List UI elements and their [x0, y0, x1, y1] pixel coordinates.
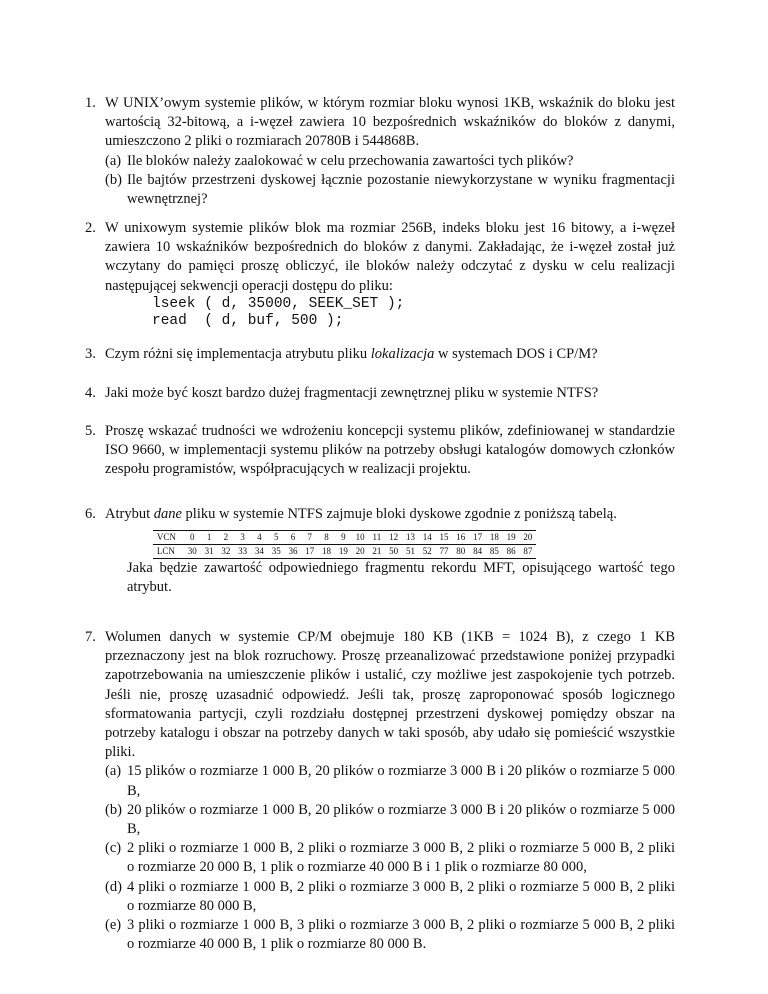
vcn-cell: 8 [318, 531, 335, 545]
lcn-cell: 77 [436, 545, 453, 559]
question-number: 7. [85, 629, 96, 645]
vcn-cell: 15 [436, 531, 453, 545]
vcn-cell: 4 [251, 531, 268, 545]
vcn-cell: 17 [469, 531, 486, 545]
case-text: 20 plików o rozmiarze 1 000 B, 20 plików o rozmiarze 3 000 B i 20 plików o rozmiarze 5 000 B, [127, 801, 675, 838]
question-2 [85, 219, 675, 331]
question-3 [85, 345, 675, 364]
subquestion-b [105, 171, 675, 209]
vcn-cell: 16 [452, 531, 469, 545]
text-fragment: w systemach DOS i CP/M? [434, 346, 598, 362]
lcn-cell: 34 [251, 545, 268, 559]
vcn-cell: 12 [385, 531, 402, 545]
code-line-lseek: lseek ( d, 35000, SEEK_SET ); [152, 295, 405, 312]
question-number: 6. [85, 506, 96, 522]
lcn-cell: 17 [301, 545, 318, 559]
case-list [105, 762, 675, 954]
case-text: 15 plików o rozmiarze 1 000 B, 20 plików o rozmiarze 3 000 B i 20 plików o rozmiarze 5 000 B, [127, 763, 675, 799]
subquestion-label: (a) [105, 152, 122, 169]
vcn-cell: 14 [419, 531, 436, 545]
vcn-cell: 5 [268, 531, 285, 545]
lcn-cell: 36 [285, 545, 302, 559]
lcn-row [153, 545, 536, 559]
question-number: 1. [85, 95, 96, 111]
vcn-row [153, 531, 536, 545]
subquestion-text: Ile bloków należy zaalokować w celu przechowania zawartości tych plików? [127, 152, 574, 169]
vcn-cell: 0 [184, 531, 201, 545]
case-label: (a) [105, 763, 122, 780]
vcn-cell: 3 [234, 531, 251, 545]
vcn-cell: 18 [486, 531, 503, 545]
question-text: W unixowym systemie plików blok ma rozmiar 256B, indeks bloku jest 16 bitowy, a i-węzeł zawiera 10 wskaźników bezpośrednich do bloków z danymi. Zakładając, że i-węzeł został już wczytany do pamięci proszę obliczyć, ile bloków należy odczytać z dysku w celu realizacji następującej sekwencji operacji dostępu do pliku: [105, 220, 675, 294]
text-fragment: Atrybut [105, 506, 154, 522]
case-item [105, 878, 675, 916]
question-number: 3. [85, 346, 96, 362]
case-item [105, 762, 675, 800]
question-text: Jaki może być koszt bardzo dużej fragmentacji zewnętrznej pliku w systemie NTFS? [105, 385, 599, 401]
vcn-cell: 1 [201, 531, 218, 545]
case-text: 3 pliki o rozmiarze 1 000 B, 3 pliki o rozmiarze 3 000 B, 2 pliki o rozmiarze 5 000 B, 2 pliki o rozmiarze 40 000 B, 1 plik o rozmiarze 80 000 B. [127, 917, 675, 953]
case-label: (e) [105, 917, 122, 934]
lcn-cell: 33 [234, 545, 251, 559]
case-label: (b) [105, 801, 122, 818]
vcn-cell: 13 [402, 531, 419, 545]
lcn-cell: 51 [402, 545, 419, 559]
question-5 [85, 422, 675, 480]
lcn-cell: 50 [385, 545, 402, 559]
question-text: Wolumen danych w systemie CP/M obejmuje 180 KB (1KB = 1024 B), z czego 1 KB przeznaczony jest na blok rozruchowy. Proszę przeanalizować przedstawione poniżej przypadki zapotrzebowania na umieszczenie plików i ustalić, czy możliwe jest zaspokojenie tych potrzeb. Jeśli nie, proszę uzasadnić odpowiedź. Jeśli tak, proszę zaproponować sposób logicznego sformatowania partycji, czyli rozdziału dostępnej przestrzeni dyskowej pomiędzy obszar na potrzeby katalogu i obszar na potrzeby danych w taki sposób, aby udało się pomieścić wszystkie pliki. [105, 629, 675, 761]
lcn-cell: 80 [452, 545, 469, 559]
question-4 [85, 384, 675, 403]
case-item [105, 801, 675, 839]
vcn-cell: 7 [301, 531, 318, 545]
case-item [105, 839, 675, 877]
text-fragment: pliku w systemie NTFS zajmuje bloki dyskowe zgodnie z poniższą tabelą. [181, 506, 617, 522]
lcn-cell: 21 [369, 545, 386, 559]
case-text: 4 pliki o rozmiarze 1 000 B, 2 pliki o rozmiarze 3 000 B, 2 pliki o rozmiarze 5 000 B, 2 pliki o rozmiarze 80 000 B, [127, 878, 675, 914]
text-fragment: Czym różni się implementacja atrybutu pliku [105, 346, 371, 362]
emphasized-term: lokalizacja [370, 346, 435, 362]
question-7 [85, 628, 675, 954]
case-item [105, 916, 675, 954]
lcn-cell: 35 [268, 545, 285, 559]
question-number: 5. [85, 423, 96, 439]
vcn-cell: 10 [352, 531, 369, 545]
lcn-cell: 30 [184, 545, 201, 559]
vcn-cell: 2 [217, 531, 234, 545]
question-text: Proszę wskazać trudności we wdrożeniu koncepcji systemu plików, zdefiniowanej w standardzie ISO 9660, w implementacji systemu plików na potrzeby obsługi katalogów domowych członków zespołu programistów, współpracujących w realizacji projektu. [105, 423, 675, 478]
subquestion-a [105, 152, 675, 171]
subquestion-label: (b) [105, 171, 122, 188]
lcn-cell: 84 [469, 545, 486, 559]
case-text: 2 pliki o rozmiarze 1 000 B, 2 pliki o rozmiarze 3 000 B, 2 pliki o rozmiarze 5 000 B, 2 pliki o rozmiarze 20 000 B, 1 plik o rozmiarze 40 000 B i 1 plik o rozmiarze 80 000, [127, 840, 675, 876]
row-header: VCN [153, 531, 184, 545]
lcn-cell: 19 [335, 545, 352, 559]
lcn-cell: 52 [419, 545, 436, 559]
vcn-cell: 19 [503, 531, 520, 545]
emphasized-term: dane [153, 506, 182, 522]
case-label: (c) [105, 840, 122, 857]
row-header: LCN [153, 545, 184, 559]
subquestion-text: Ile bajtów przestrzeni dyskowej łącznie pozostanie niewykorzystane w wyniku fragmentacji wewnętrznej? [127, 171, 675, 208]
question-6 [85, 505, 675, 598]
lcn-cell: 85 [486, 545, 503, 559]
case-label: (d) [105, 878, 122, 895]
question-number: 2. [85, 220, 96, 236]
vcn-cell: 11 [369, 531, 386, 545]
code-line-read: read ( d, buf, 500 ); [152, 313, 344, 330]
question-text [105, 505, 675, 524]
question-text: W UNIX’owym systemie plików, w którym rozmiar bloku wynosi 1KB, wskaźnik do bloku jest wartością 32-bitową, a i-węzeł zawiera 10 bezpośrednich wskaźników do bloków z danymi, umieszczono 2 pliki o rozmiarach 20780B i 544868B. [105, 95, 675, 150]
question-text [105, 345, 675, 364]
question-number: 4. [85, 385, 96, 401]
lcn-cell: 87 [520, 545, 537, 559]
lcn-cell: 86 [503, 545, 520, 559]
vcn-cell: 6 [285, 531, 302, 545]
vcn-cell: 9 [335, 531, 352, 545]
vcn-cell: 20 [520, 531, 537, 545]
question-followup: Jaka będzie zawartość odpowiedniego fragmentu rekordu MFT, opisującego wartość tego atrybut. [127, 560, 675, 596]
lcn-cell: 18 [318, 545, 335, 559]
vcn-lcn-table [153, 530, 536, 559]
question-1 [85, 94, 675, 209]
lcn-cell: 20 [352, 545, 369, 559]
lcn-cell: 31 [201, 545, 218, 559]
lcn-cell: 32 [217, 545, 234, 559]
